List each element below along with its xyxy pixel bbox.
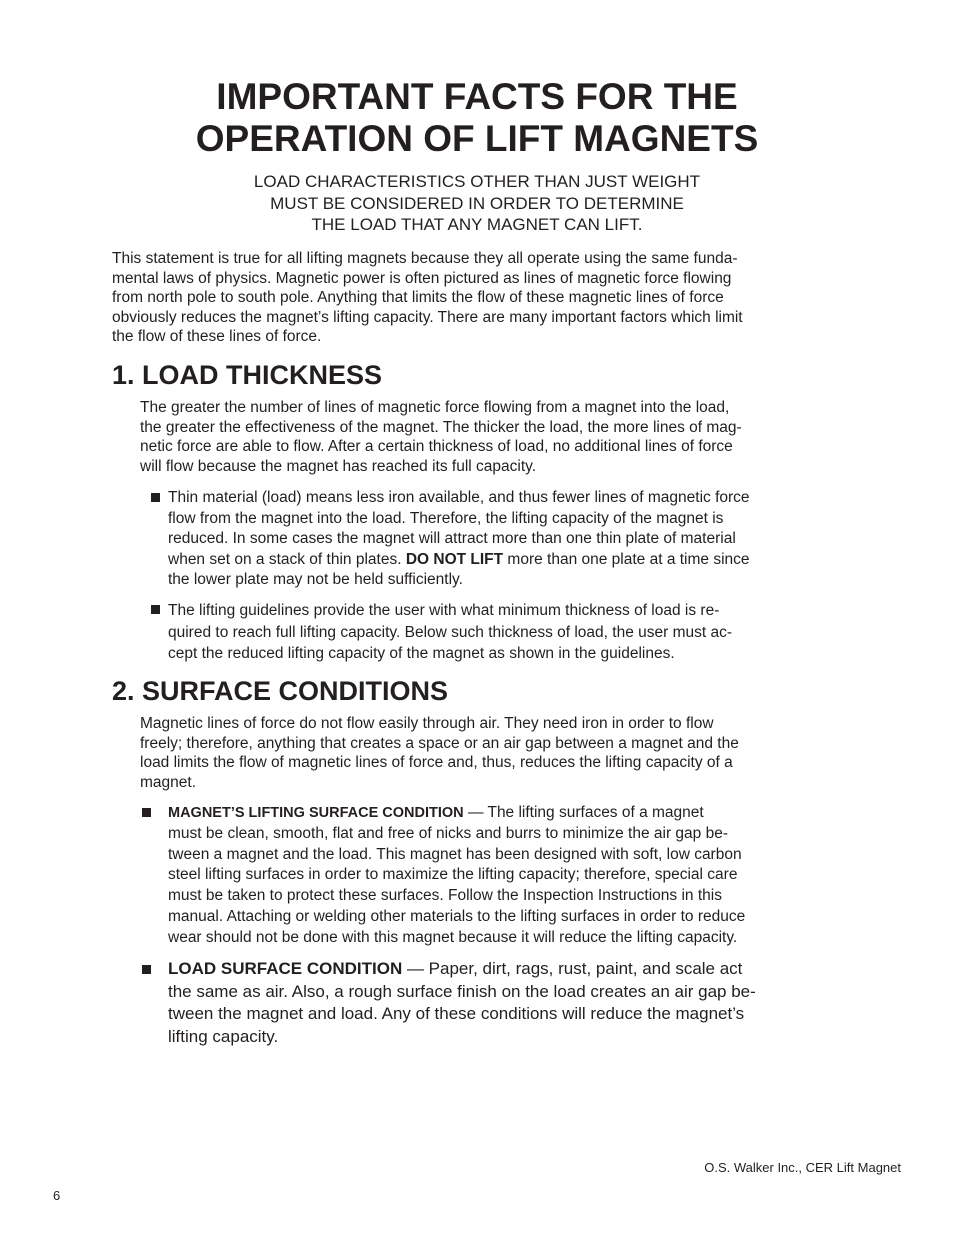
text-line: the flow of these lines of force. — [112, 328, 322, 345]
text-line — [168, 958, 756, 981]
do-not-lift-warning: DO NOT LIFT — [405, 550, 504, 568]
text-line: flow from the magnet into the load. Therefore, the lifting capacity of the magnet is — [168, 509, 724, 527]
text-line: must be clean, smooth, flat and free of nicks and burrs to minimize the air gap be- — [168, 824, 728, 842]
bullet-text — [168, 600, 732, 665]
page-number: 6 — [53, 1188, 61, 1203]
text-line: cept the reduced lifting capacity of the magnet as shown in the guidelines. — [168, 645, 675, 662]
load-thickness-paragraph — [140, 398, 742, 476]
text-line — [168, 550, 750, 571]
text-line: magnet. — [140, 773, 197, 791]
section-heading-surface-conditions: 2. SURFACE CONDITIONS — [112, 676, 449, 706]
text-span: when set on a stack of thin plates. — [168, 550, 406, 568]
text-span: — The lifting surfaces of a magnet — [463, 804, 704, 821]
text-line: This statement is true for all lifting magnets because they all operate using the same funda- — [112, 250, 738, 267]
text-line: tween the magnet and load. Any of these conditions will reduce the magnet’s — [168, 1004, 745, 1023]
square-bullet-icon — [142, 965, 151, 974]
text-line: wear should not be done with this magnet because it will reduce the lifting capacity. — [168, 928, 738, 946]
text-line: mental laws of physics. Magnetic power is often pictured as lines of magnetic force flowing — [112, 269, 732, 287]
text-line: must be taken to protect these surfaces. Follow the Inspection Instructions in this — [168, 887, 722, 905]
text-line: quired to reach full lifting capacity. Below such thickness of load, the user must ac- — [168, 623, 733, 641]
text-line: from north pole to south pole. Anything that limits the flow of these magnetic lines of force — [112, 289, 724, 306]
text-line: Thin material (load) means less iron available, and thus fewer lines of magnetic force — [168, 489, 750, 506]
bullet-title: MAGNET’S LIFTING SURFACE CONDITION — [168, 805, 464, 821]
text-line: manual. Attaching or welding other materials to the lifting surfaces in order to reduce — [168, 907, 746, 925]
text-line: obviously reduces the magnet’s lifting capacity. There are many important factors which limit — [112, 308, 743, 326]
text-line: the greater the effectiveness of the magnet. The thicker the load, the more lines of mag- — [140, 418, 742, 436]
subtitle-line: MUST BE CONSIDERED IN ORDER TO DETERMINE — [270, 193, 684, 213]
text-line: The lifting guidelines provide the user with what minimum thickness of load is re- — [168, 602, 720, 619]
title-line: IMPORTANT FACTS FOR THE — [216, 76, 738, 117]
text-span: — Paper, dirt, rags, rust, paint, and scale act — [402, 959, 743, 978]
bullet-text — [168, 958, 756, 1048]
intro-paragraph — [112, 249, 743, 347]
text-line: lifting capacity. — [168, 1026, 279, 1046]
bullet-title: LOAD SURFACE CONDITION — [168, 959, 403, 978]
bullet-text — [168, 803, 745, 949]
text-line: steel lifting surfaces in order to maximize the lifting capacity; therefore, special care — [168, 866, 738, 884]
text-line: The greater the number of lines of magnetic force flowing from a magnet into the load, — [140, 399, 730, 416]
square-bullet-icon — [142, 808, 151, 817]
bullet-text — [168, 488, 750, 591]
title-line: OPERATION OF LIFT MAGNETS — [195, 118, 759, 159]
square-bullet-icon — [151, 493, 160, 502]
footer-company: O.S. Walker Inc., CER Lift Magnet — [704, 1160, 901, 1175]
text-line: the same as air. Also, a rough surface finish on the load creates an air gap be- — [168, 981, 756, 1001]
subtitle — [0, 171, 954, 236]
page-title — [0, 76, 954, 160]
text-line — [168, 803, 745, 824]
text-line: tween a magnet and the load. This magnet has been designed with soft, low carbon — [168, 845, 742, 863]
text-line: the lower plate may not be held sufficiently. — [168, 571, 463, 588]
text-line: Magnetic lines of force do not flow easily through air. They need iron in order to flow — [140, 715, 714, 732]
subtitle-line: LOAD CHARACTERISTICS OTHER THAN JUST WEIGHT — [253, 172, 701, 191]
surface-conditions-paragraph — [140, 714, 739, 792]
text-span: more than one plate at a time since — [503, 550, 750, 568]
text-line: reduced. In some cases the magnet will attract more than one thin plate of material — [168, 530, 736, 547]
text-line: freely; therefore, anything that creates a space or an air gap between a magnet and the — [140, 734, 739, 752]
text-line: load limits the flow of magnetic lines of force and, thus, reduces the lifting capacity of a — [140, 754, 733, 771]
section-heading-load-thickness: 1. LOAD THICKNESS — [112, 360, 383, 390]
text-line: will flow because the magnet has reached its full capacity. — [140, 457, 537, 475]
subtitle-line: THE LOAD THAT ANY MAGNET CAN LIFT. — [311, 215, 643, 234]
square-bullet-icon — [151, 605, 160, 614]
text-line: netic force are able to flow. After a certain thickness of load, no additional lines of force — [140, 438, 733, 455]
